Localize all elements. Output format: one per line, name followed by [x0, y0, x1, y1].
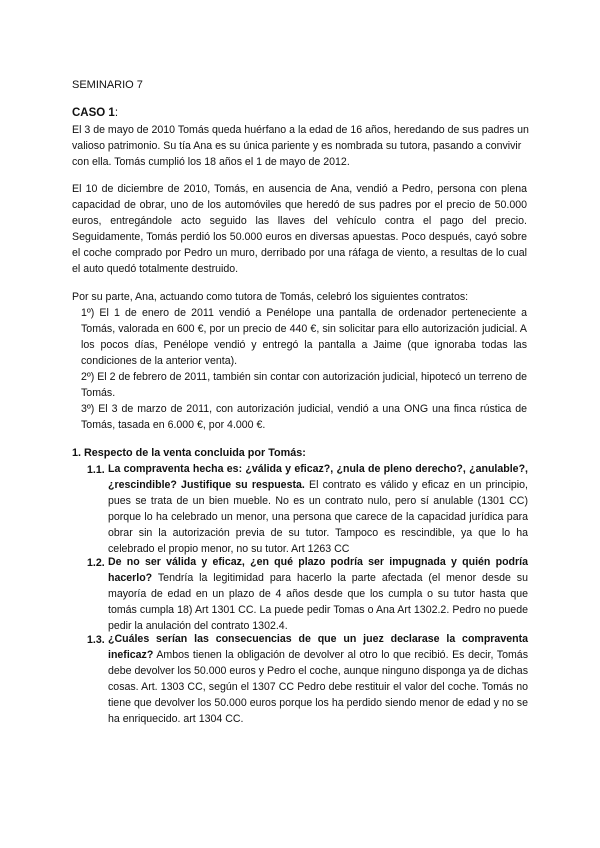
case-label: CASO 1: [72, 107, 115, 119]
case-heading: [72, 107, 118, 119]
question-text: ¿Cuáles serían las consecuencias de que un juez declarase la compraventa ineficaz?: [108, 633, 528, 661]
case-colon: :: [114, 107, 119, 119]
contract-item-3: 3º) El 3 de marzo de 2011, con autorización judicial, vendió a una ONG una finca rústica de Tomás, tasada en 6.000 €, por 4.000 €.: [81, 403, 527, 431]
section-heading: 1. Respecto de la venta concluida por Tomás:: [72, 447, 306, 459]
question-text: La compraventa hecha es: ¿válida y eficaz?, ¿nula de pleno derecho?, ¿anulable?, ¿rescindible? Justifique su respuesta.: [108, 463, 528, 491]
question-item-2: [108, 555, 528, 635]
question-text: De no ser válida y eficaz, ¿en qué plazo podría ser impugnada y quién podría hacerlo?: [108, 556, 528, 584]
answer-text: El contrato es válido y eficaz en un principio, pues se trata de un bien mueble. No es un contrato nulo, pero sí anulable (1301 CC) porque lo ha celebrado un menor, una persona que carece de la capacidad jurídica para obrar sin la autorización previa de su tutor. Tampoco es rescindible, ya que lo ha celebrado el propio menor, no su tutor. Art 1263 CC: [108, 478, 528, 555]
contract-item-2: 2º) El 2 de febrero de 2011, también sin contar con autorización judicial, hipotecó un terreno de Tomás.: [81, 371, 527, 399]
question-number: 1.3.: [87, 634, 105, 646]
facts-paragraph: El 10 de diciembre de 2010, Tomás, en ausencia de Ana, vendió a Pedro, persona con plena capacidad de obrar, uno de los automóviles que heredó de sus padres por el precio de 50.000 euros, entregándole acto seguido las llaves del vehículo contra el pago del precio. Seguidamente, Tomás perdió los 50.000 euros en diversas apuestas. Poco después, cayó sobre el coche comprado por Pedro un muro, derribado por una ráfaga de viento, a resultas de lo cual el auto quedó totalmente destruido.: [72, 183, 527, 275]
question-number: 1.1.: [87, 464, 105, 476]
answer-text: Ambos tienen la obligación de devolver al otro lo que recibió. Es decir, Tomás debe devolver los 50.000 euros y Pedro el coche, aunque ninguno disponga ya de dichas cosas. Art. 1303 CC, según el 1307 CC Pedro debe restituir el valor del coche. Tomás no tiene que devolver los 50.000 euros porque los ha perdido siendo menor de edad y no se ha enriquecido. art 1304 CC.: [108, 648, 528, 725]
answer-text: Tendría la legitimidad para hacerlo la parte afectada (el menor desde su mayoría de edad en un plazo de 4 años desde que los cumpla o su tutor hasta que tomás cumpla 18) Art 1301 CC. La puede pedir Tomas o Ana Art 1302.2. Pedro no puede pedir la anulación del contrato 1302.4.: [108, 571, 528, 632]
contract-item-1: 1º) El 1 de enero de 2011 vendió a Penélope una pantalla de ordenador perteneciente a Tomás, valorada en 600 €, por un precio de 440 €, sin solicitar para ello autorización judicial. A los pocos días, Penélope vendió y entregó la pantalla a Jaime (que ignoraba todas las condiciones de la anterior venta).: [81, 307, 527, 367]
document-title: SEMINARIO 7: [72, 79, 143, 91]
contracts-intro: Por su parte, Ana, actuando como tutora de Tomás, celebró los siguientes contratos:: [72, 291, 469, 303]
question-item-1: [108, 462, 528, 557]
question-number: 1.2.: [87, 557, 105, 569]
intro-paragraph: El 3 de mayo de 2010 Tomás queda huérfano a la edad de 16 años, heredando de sus padres un valioso patrimonio. Su tía Ana es su única pariente y es nombrada su tutora, pasando a convivir con ella. Tomás cumplió los 18 años el 1 de mayo de 2012.: [72, 124, 529, 168]
question-item-3: [108, 632, 528, 727]
